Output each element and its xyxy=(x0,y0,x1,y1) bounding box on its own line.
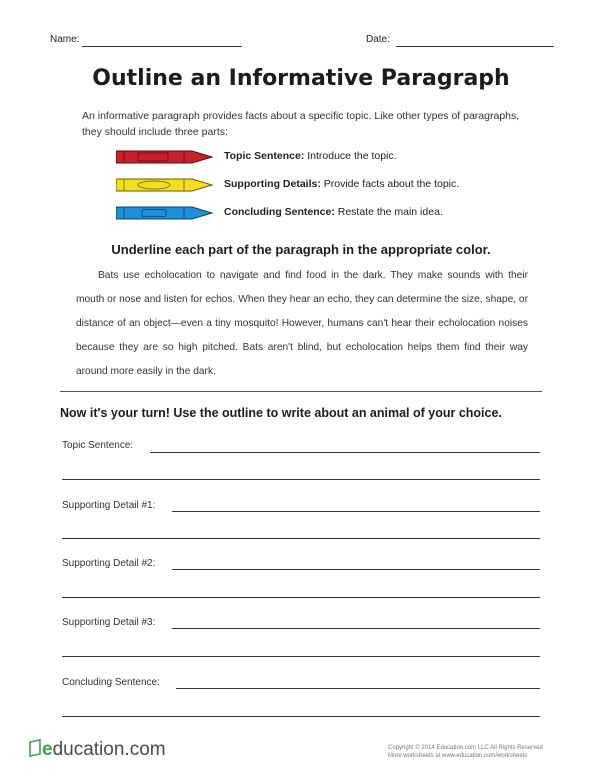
yellow-crayon-icon xyxy=(116,176,216,194)
topic-sentence-line[interactable] xyxy=(150,452,540,453)
page-title: Outline an Informative Paragraph xyxy=(92,66,510,91)
concluding-sentence-line[interactable] xyxy=(176,688,540,689)
supporting-detail-3-line[interactable] xyxy=(172,628,540,629)
supporting-detail-3-label: Supporting Detail #3: xyxy=(62,617,156,628)
sample-paragraph: Bats use echolocation to navigate and find food in the dark. They make sounds with their mouth or nose and listen for echos. When they hear an echo, they can determine the size, shape, or distance of an object—even a tiny mosquito! However, humans can't hear their echolocation noises because they are so high pitched. Bats aren't blind, but echolocation helps them find their way around more easily in the dark. xyxy=(76,270,528,377)
copyright-text: Copyright © 2014 Education.com LLC All Rights Reserved More worksheets at www.education.com/worksheets xyxy=(388,745,543,759)
name-label: Name: xyxy=(50,34,80,45)
your-turn-heading: Now it's your turn! Use the outline to write about an animal of your choice. xyxy=(60,406,502,420)
intro-text: An informative paragraph provides facts about a specific topic. Like other types of paragraphs, they should include three parts: xyxy=(82,110,520,138)
name-field[interactable] xyxy=(82,46,242,47)
education-logo: education.com xyxy=(28,738,166,761)
supporting-detail-2-line-2[interactable] xyxy=(62,597,540,598)
instruction-heading: Underline each part of the paragraph in the appropriate color. xyxy=(111,242,491,257)
concluding-sentence-line-2[interactable] xyxy=(62,716,540,717)
supporting-detail-2-label: Supporting Detail #2: xyxy=(62,558,156,569)
supporting-detail-3-line-2[interactable] xyxy=(62,656,540,657)
supporting-detail-1-line-2[interactable] xyxy=(62,538,540,539)
red-crayon-icon xyxy=(116,148,216,166)
supporting-detail-1-label: Supporting Detail #1: xyxy=(62,500,156,511)
topic-sentence-label: Topic Sentence: xyxy=(62,440,134,451)
supporting-detail-1-line[interactable] xyxy=(172,511,540,512)
supporting-detail-2-line[interactable] xyxy=(172,569,540,570)
date-label: Date: xyxy=(366,34,390,45)
blue-crayon-icon xyxy=(116,204,216,222)
topic-sentence-line-2[interactable] xyxy=(62,479,540,480)
legend-concluding: Concluding Sentence: Restate the main idea. xyxy=(224,206,443,218)
logo-book-icon xyxy=(28,738,42,758)
concluding-sentence-label: Concluding Sentence: xyxy=(62,677,160,688)
legend-supporting: Supporting Details: Provide facts about the topic. xyxy=(224,178,460,190)
legend-topic: Topic Sentence: Introduce the topic. xyxy=(224,150,397,162)
date-field[interactable] xyxy=(396,46,554,47)
section-divider xyxy=(60,391,542,392)
